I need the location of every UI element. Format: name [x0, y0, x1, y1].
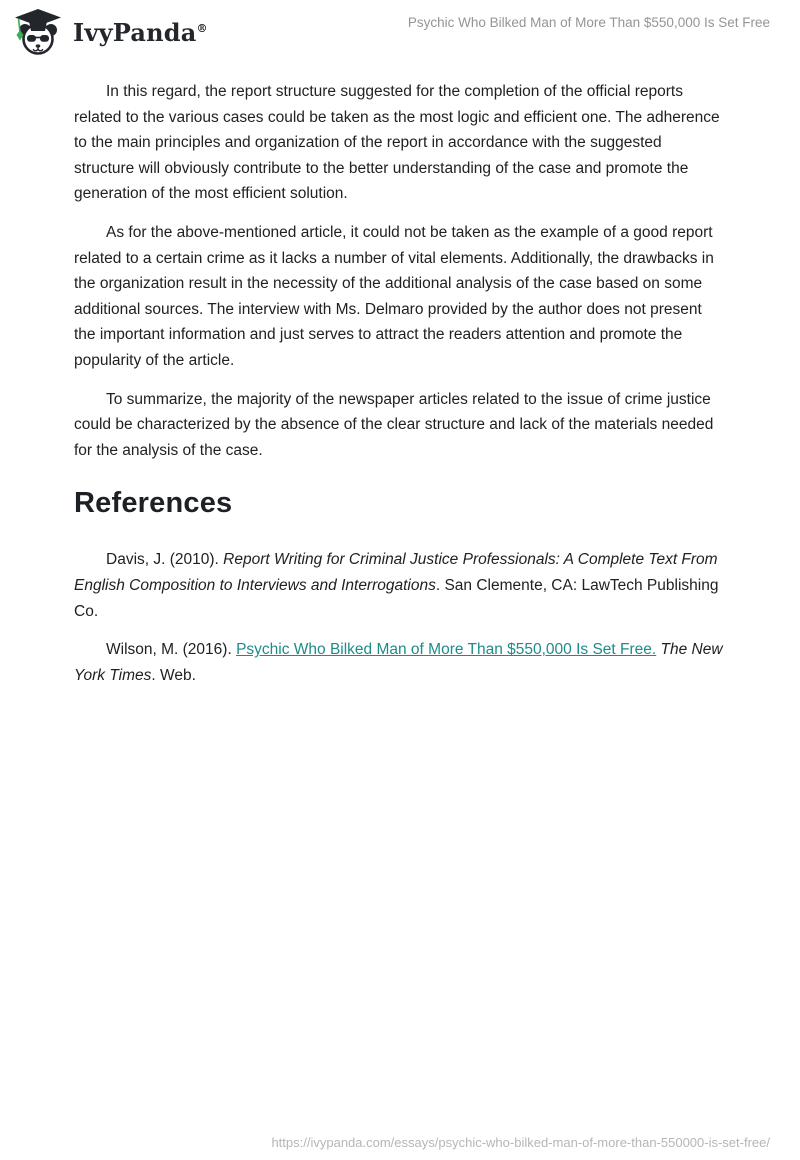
- document-body: [0, 62, 800, 688]
- page-footer-url: https://ivypanda.com/essays/psychic-who-bilked-man-of-more-than-550000-is-set-free/: [271, 1135, 770, 1150]
- registered-trademark-symbol: ®: [196, 22, 208, 35]
- page-header: [0, 0, 800, 62]
- ivypanda-wordmark: [73, 8, 208, 58]
- reference-article-link[interactable]: Psychic Who Bilked Man of More Than $550,000 Is Set Free.: [236, 641, 657, 659]
- brand-name: IvyPanda: [73, 18, 197, 47]
- reference-title-italic: Report Writing for Criminal Justice Professionals: A Complete Text From English Composition to Interviews and Interrogations: [74, 551, 718, 594]
- ivypanda-panda-logo-icon: [14, 8, 62, 58]
- reference-publisher: . San Clemente, CA: LawTech Publishing Co.: [74, 576, 719, 620]
- reference-source-italic: The New York Times: [74, 641, 723, 684]
- reference-entry: [74, 547, 726, 624]
- document-title: Psychic Who Bilked Man of More Than $550,000 Is Set Free: [407, 15, 770, 30]
- reference-author: Wilson, M. (2016).: [106, 641, 237, 659]
- reference-entry: [74, 637, 726, 688]
- paragraph: As for the above-mentioned article, it could not be taken as the example of a good report related to a certain crime as it lacks a number of vital elements. Additionally, the drawbacks in the organization result in the necessity of the additional analysis of the case based on some additional sources. The interview with Ms. Delmaro provided by the author does not present the important information and just serves to attract the readers attention and promote the popularity of the article.: [74, 223, 714, 369]
- ivypanda-brand: [14, 8, 208, 58]
- paragraph: In this regard, the report structure suggested for the completion of the official reports related to the various cases could be taken as the most logic and efficient one. The adherence to the main principles and organization of the report in accordance with the suggested structure will obviously contribute to the better understanding of the case and promote the generation of the most efficient solution.: [74, 83, 720, 203]
- references-heading: References: [74, 487, 233, 520]
- reference-medium: . Web.: [151, 666, 196, 684]
- reference-author: Davis, J. (2010).: [106, 551, 224, 569]
- paragraph: To summarize, the majority of the newspaper articles related to the issue of crime justice could be characterized by the absence of the clear structure and lack of the materials needed for the analysis of the case.: [74, 390, 714, 459]
